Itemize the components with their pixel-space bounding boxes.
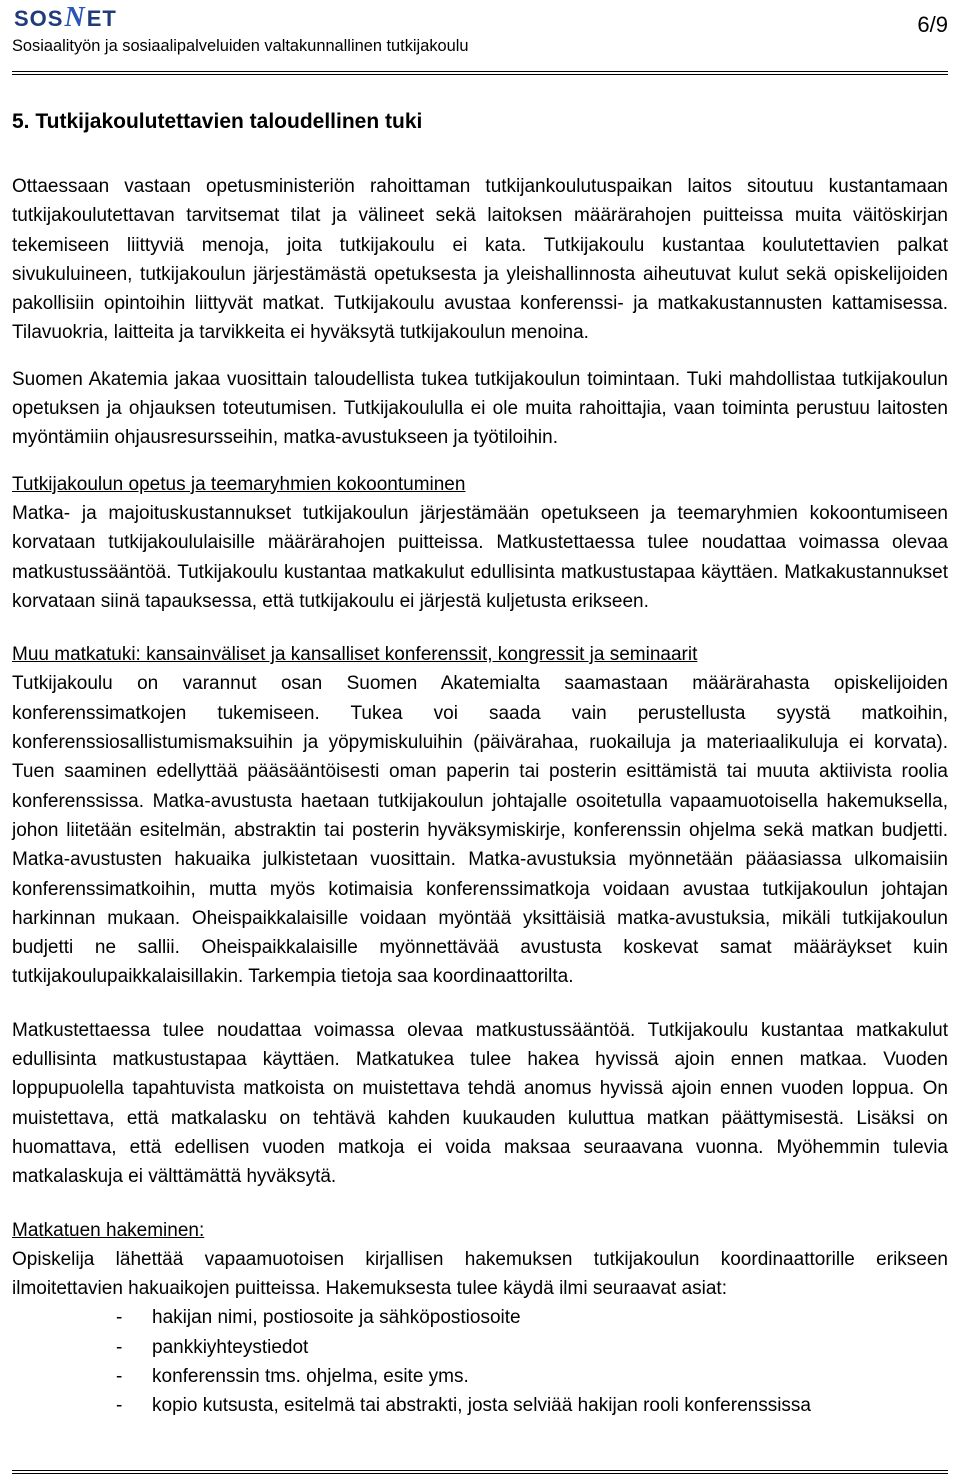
subsection-conferences	[12, 640, 948, 992]
subsection-title: Muu matkatuki: kansainväliset ja kansalliset konferenssit, kongressit ja seminaarit	[12, 644, 698, 666]
header-rule	[12, 71, 948, 75]
subsection-text: Opiskelija lähettää vapaamuotoisen kirjallisen hakemuksen tutkijakoulun koordinaattorille erikseen ilmoitettavien hakuaikojen puitteissa. Hakemuksesta tulee käydä ilmi seuraavat asiat:	[12, 1248, 948, 1300]
footer-rule	[12, 1470, 948, 1474]
subsection-title: Tutkijakoulun opetus ja teemaryhmien kokoontuminen	[12, 473, 466, 495]
subsection-text: Tutkijakoulu on varannut osan Suomen Akatemialta saamastaan määrärahasta opiskelijoiden konferenssimatkojen tukemiseen. Tukea voi saada vain perustellusta syystä matkoihin, konferenssiosallistumismaksuihin ja yöpymiskuluihin (päivärahaa, ruokailuja ja materiaalikuluja ei korvata). Tuen saaminen edellyttää pääsääntöisesti oman paperin tai posterin esittämistä tai muuta aktiivista roolia konferenssissa. Matka-avustusta haetaan tutkijakoulun johtajalle osoitetulla vapaamuotoisella hakemuksella, johon liitetään esitelmän, abstraktin tai posterin hyväksymiskirje, konferenssin ohjelma sekä matkan budjetti. Matka-avustusten hakuaika julkistetaan vuosittain. Matka-avustuksia myönnetään pääasiassa ulkomaisiin konferenssimatkoihin, mutta myös kotimaisia konferenssimatkoja voidaan avustaa tutkijakoulun johtajan harkinnan mukaan. Oheispaikkalaisille voidaan myöntää yksittäisiä matka-avustuksia, mikäli tutkijakoulun budjetti ne sallii. Oheispaikkalaisille myönnettävää avustusta koskevat samat määräykset kuin tutkijakoulupaikkalaisillakin. Tarkempia tietoja saa koordinaattorilta.	[12, 673, 948, 988]
header-subtitle: Sosiaalityön ja sosiaalipalveluiden valtakunnallinen tutkijakoulu	[12, 37, 469, 55]
sosnet-logo	[14, 2, 117, 36]
list-item: - kopio kutsusta, esitelmä tai abstrakti, josta selviää hakijan rooli konferenssissa	[116, 1391, 948, 1420]
list-item: - pankkiyhteystiedot	[116, 1333, 948, 1362]
document-body	[12, 108, 948, 1421]
paragraph-travel-rules: Matkustettaessa tulee noudattaa voimassa olevaa matkustussääntöä. Tutkijakoulu kustantaa matkakulut edullisinta matkustustapaa käyttäen. Matkatukea tulee hakea hyvissä ajoin ennen matkaa. Vuoden loppupuolella tapahtuvista matkoista on muistettava tehdä anomus hyvissä ajoin ennen vuoden loppua. On muistettava, että matkalasku on tehtävä kahden kuukauden kuluttua matkan päättymisestä. Lisäksi on huomattava, että edellisen vuoden matkoja ei voida maksaa seuraavana vuonna. Myöhemmin tulevia matkalaskuja ei välttämättä hyväksytä.	[12, 1019, 948, 1188]
logo-suffix: ET	[86, 6, 117, 31]
paragraph-academy: Suomen Akatemia jakaa vuosittain taloudellista tukea tutkijakoulun toimintaan. Tuki mahdollistaa tutkijakoulun opetuksen ja ohjauksen toteutumisen. Tutkijakoululla ei ole muita rahoittajia, vaan toiminta perustuu laitosten myöntämiin ohjausresursseihin, matka-avustukseen ja työtiloihin.	[12, 368, 948, 449]
subsection-title: Matkatuen hakeminen:	[12, 1219, 205, 1241]
requirements-list	[12, 1303, 948, 1420]
list-item: - hakijan nimi, postiosoite ja sähköpostiosoite	[116, 1303, 948, 1332]
section-heading: 5. Tutkijakoulutettavien taloudellinen tuki	[12, 110, 423, 133]
list-item: - konferenssin tms. ohjelma, esite yms.	[116, 1362, 948, 1391]
subsection-text: Matka- ja majoituskustannukset tutkijakoulun järjestämään opetukseen ja teemaryhmien kokoontumiseen korvataan tutkijakoululaisille määrärahojen puitteissa. Matkustettaessa tulee noudattaa voimassa olevaa matkustussääntöä. Tutkijakoulu kustantaa matkakulut edullisinta matkustustapaa käyttäen. Matkakustannukset korvataan siinä tapauksessa, että tutkijakoulu ei järjestä kuljetusta erikseen.	[12, 502, 948, 612]
subsection-applying	[12, 1216, 948, 1421]
page-number: 6/9	[917, 12, 948, 37]
paragraph-funding: Ottaessaan vastaan opetusministeriön rahoittaman tutkijankoulutuspaikan laitos sitoutuu kustantamaan tutkijakoulutettavan tarvitsemat tilat ja välineet sekä laitoksen määrärahojen puitteissa muita väitöskirjan tekemiseen liittyviä menoja, joita tutkijakoulu ei kata. Tutkijakoulu kustantaa koulutettavien palkat sivukuluineen, tutkijakoulun järjestämästä opetuksesta ja yleishallinnosta aiheutuvat kulut sekä opiskelijoiden pakollisiin opintoihin liittyvät matkat. Tutkijakoulu avustaa konferenssi- ja matkakustannusten kattamisessa. Tilavuokria, laitteita ja tarvikkeita ei hyväksytä tutkijakoulun menoina.	[12, 176, 948, 344]
subsection-teaching	[12, 470, 948, 616]
logo-prefix: SOS	[14, 6, 64, 31]
logo-n: N	[64, 2, 86, 33]
